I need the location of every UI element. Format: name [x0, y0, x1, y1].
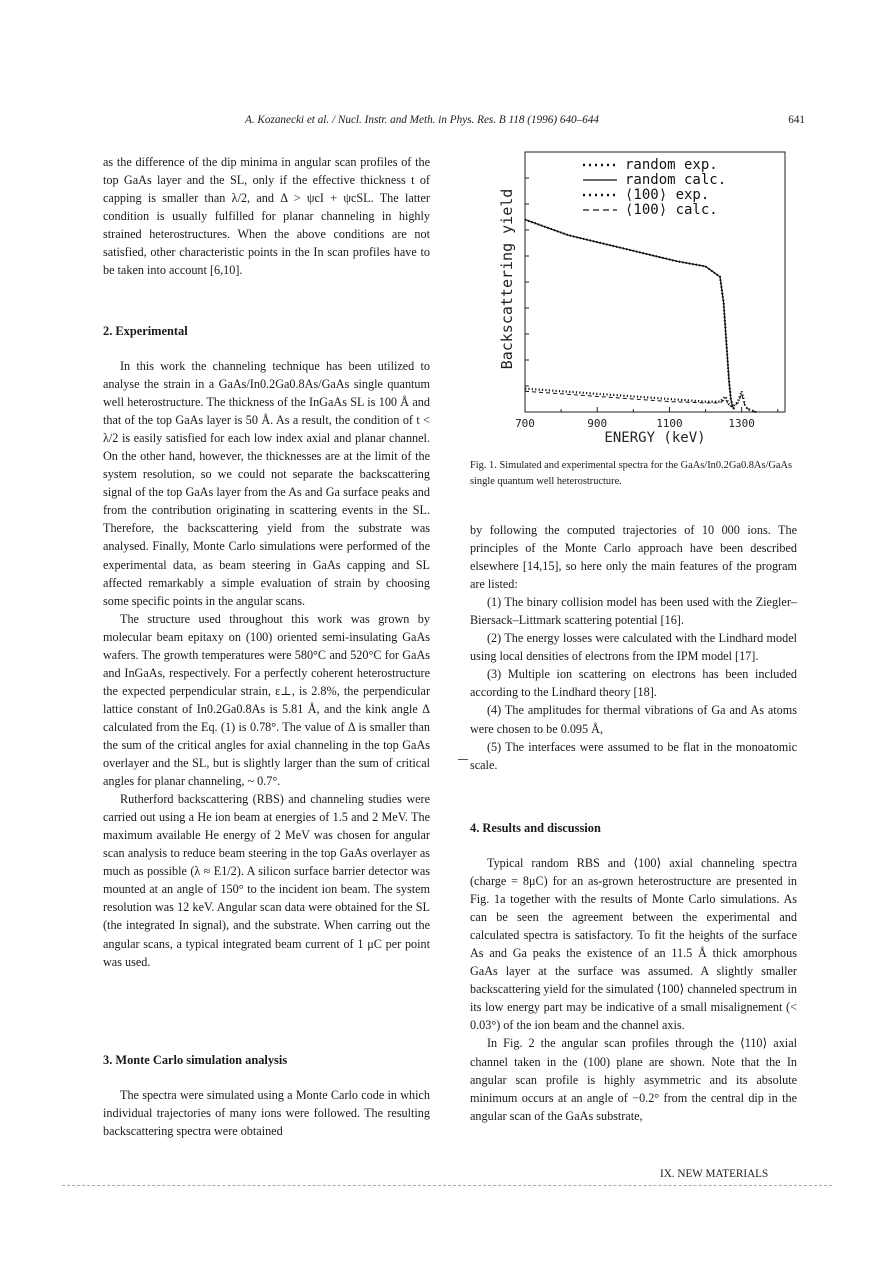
series-line: [525, 220, 734, 410]
legend-label: random exp.: [625, 157, 718, 173]
series-line: [525, 220, 734, 410]
x-tick-label: 700: [515, 417, 535, 430]
x-tick-label: 1300: [728, 417, 755, 430]
section-2-title: 2. Experimental: [103, 324, 188, 338]
list-item: (5) The interfaces were assumed to be flat in the monoatomic scale.: [470, 739, 797, 772]
section-3-title: 3. Monte Carlo simulation analysis: [103, 1053, 288, 1067]
legend-label: ⟨100⟩ exp.: [625, 187, 710, 203]
left-column: [103, 153, 430, 279]
monte-carlo-section: [103, 1051, 430, 1140]
running-head-text: A. Kozanecki et al. / Nucl. Instr. and Meth. in Phys. Res. B 118 (1996) 640–644: [245, 114, 600, 126]
method-intro: by following the computed trajectories of 10 000 ions. The principles of the Monte Carlo approach have been described elsewhere [14,15], so here only the main features of the program are listed:: [470, 523, 797, 592]
series-line: [525, 389, 756, 412]
margin-mark: [458, 759, 468, 760]
experimental-p2: The structure used throughout this work was grown by molecular beam epitaxy on (100) oriented semi-insulating GaAs wafers. The growth temperatures were 580°C and 520°C for GaAs and InGaAs, respectively. For a perfectly coherent heterostructure the expected perpendicular strain, ε⊥, is 2.8%, the perpendicular lattice constant of In0.2Ga0.8As is 5.81 Å, and the kink angle Δ calculated from the Eq. (1) is 0.78°. The value of Δ is smaller than the sum of the critical angles for axial channeling in the top GaAs overlayer and the SL, but is slightly larger than the sum of critical angles for planar channeling, ~ 0.7°.: [103, 611, 430, 789]
list-item: (1) The binary collision model has been used with the Ziegler–Biersack–Littmark scattering potential [16].: [470, 595, 797, 628]
results-p1: Typical random RBS and ⟨100⟩ axial channeling spectra (charge = 8μC) for an as-grown heterostructure are presented in Fig. 1a together with the results of Monte Carlo simulations. As can be seen the agreement between the experimental and calculated spectra is satisfactory. To fit the heights of the surface As and Ga peaks the existence of an 11.5 Å thick amorphous GaAs layer at the surface was assumed. A slightly smaller backscattering yield for the simulated ⟨100⟩ channeled spectrum in its low energy part may be indicative of a small misalignement (< 0.03°) of the ion beam and the channel axis.: [470, 856, 797, 1033]
list-item: (3) Multiple ion scattering on electrons has been included according to the Lindhard theory [18].: [470, 667, 797, 700]
section-4-title: 4. Results and discussion: [470, 821, 601, 835]
experimental-p3: Rutherford backscattering (RBS) and channeling studies were carried out using a He ion beam at energies of 1.5 and 2 MeV. The maximum available He energy of 2 MeV was chosen for angular scan analysis to reduce beam steering in the top GaAs overlayer as much as possible (λ ≈ E1/2). A silicon surface barrier detector was mounted at an angle of 150° to the incident ion beam. The system resolution was 12 keV. Angular scan data were obtained for the SL (the integrated In signal), and the substrate. When carring out the angular scans, a typical integrated beam current of 1 μC per point was used.: [103, 792, 430, 969]
footer-rule: [62, 1185, 832, 1186]
figure-caption: Fig. 1. Simulated and experimental spectra for the GaAs/In0.2Ga0.8As/GaAs single quantum well heterostructure.: [470, 460, 793, 487]
x-axis-label: ENERGY (keV): [604, 430, 706, 446]
right-column: [470, 521, 797, 774]
monte-carlo-p1: The spectra were simulated using a Monte Carlo code in which individual trajectories of many ions were followed. The resulting backscattering spectra were obtained: [103, 1088, 430, 1139]
spectrum-chart: [495, 147, 795, 447]
series-line: [525, 391, 756, 412]
y-axis-label: Backscattering yield: [498, 188, 516, 370]
figure-1: [495, 147, 795, 447]
running-head: [245, 114, 805, 126]
intro-paragraph: as the difference of the dip minima in angular scan profiles of the top GaAs layer and the SL, only if the effective thickness t of capping is smaller than λ/2, and Δ > ψcI + ψcSL. The latter condition is usually fulfilled for planar channeling in highly strained heterostructures. When the above conditions are not satisfied, other characteristic points in the In scan profiles have to be taken into account [6,10].: [103, 155, 430, 278]
x-tick-label: 900: [587, 417, 608, 430]
page-number: 641: [788, 114, 805, 126]
legend-label: random calc.: [625, 172, 727, 188]
experimental-section: [103, 322, 430, 971]
legend-label: ⟨100⟩ calc.: [625, 202, 718, 218]
results-p2: In Fig. 2 the angular scan profiles through the ⟨110⟩ axial channel taken in the (100) plane are shown. Note that the In angular scan profile is highly asymmetric and its absolute minimum occurs at an angle of −0.2° from the central dip in the angular scan of the GaAs substrate,: [470, 1036, 797, 1123]
footer-section-name: IX. NEW MATERIALS: [660, 1168, 769, 1180]
list-item: (4) The amplitudes for thermal vibrations of Ga and As atoms were chosen to be 0.095 Å,: [470, 703, 797, 736]
results-section: [470, 819, 797, 1125]
list-item: (2) The energy losses were calculated with the Lindhard model using local densities of electrons from the IPM model [17].: [470, 631, 797, 664]
x-tick-label: 1100: [656, 417, 683, 430]
experimental-p1: In this work the channeling technique has been utilized to analyse the strain in a GaAs/In0.2Ga0.8As/GaAs single quantum well heterostructure. The thickness of the InGaAs SL is 100 Å and that of the top GaAs layer is 50 Å. As a result, the condition of t < λ/2 is easily satisfied for each low index axial and planar channel. On the other hand, however, the thicknesses are at the limit of the system resolution, so we could not separate the backscattering signal of the top GaAs layer from the As and Ga surface peaks and from the contribution originating in scattering events in the SL. Therefore, the backscattering yield from the substrate was analysed. Finally, Monte Carlo simulations were performed of the experimental data, as beam steering in GaAs capping and SL affected remarkably a simple evaluation of strain by choosing some specific points in the angular scans.: [103, 359, 430, 608]
